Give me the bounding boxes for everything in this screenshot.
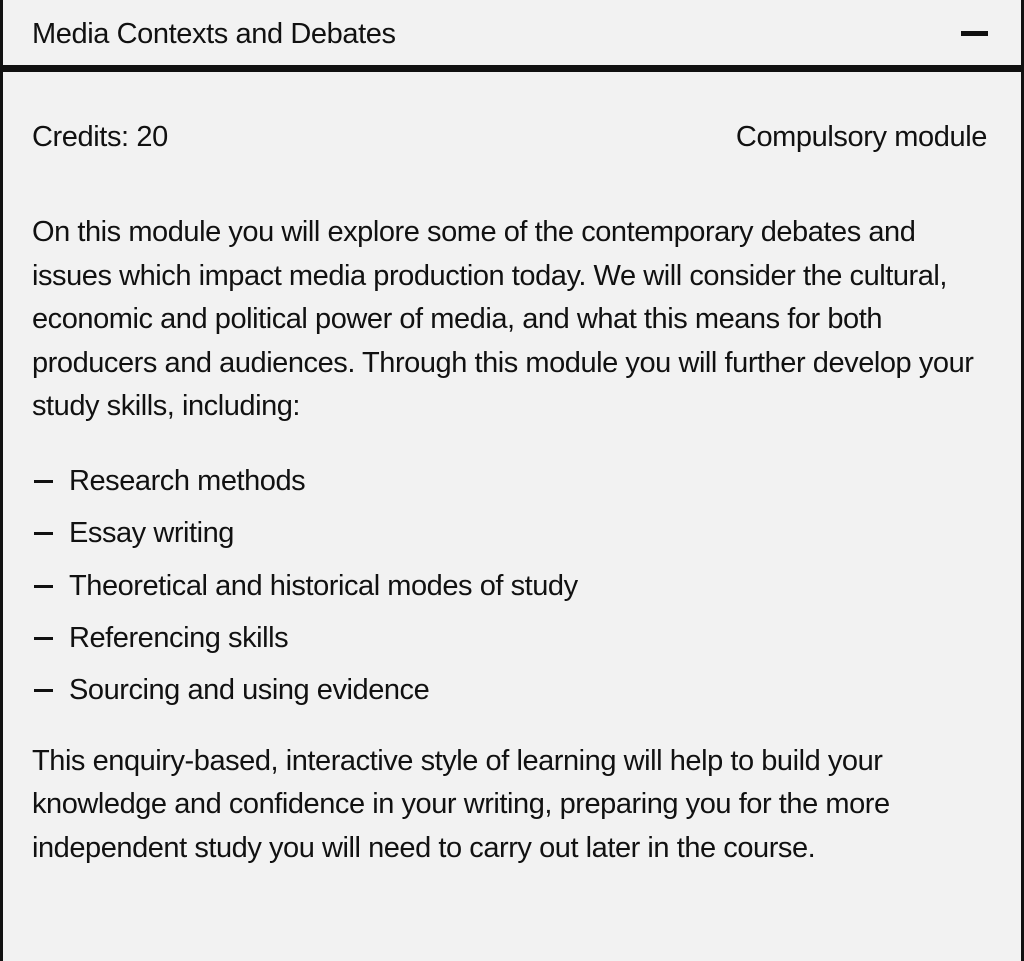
module-title: Media Contexts and Debates bbox=[32, 18, 396, 50]
skill-label: Essay writing bbox=[69, 517, 234, 550]
list-item bbox=[32, 665, 987, 717]
skills-list bbox=[32, 456, 987, 717]
list-item bbox=[32, 456, 987, 508]
skill-label: Referencing skills bbox=[69, 622, 289, 655]
credits-label: Credits: 20 bbox=[32, 121, 168, 153]
list-item bbox=[32, 612, 987, 664]
dash-bullet-icon bbox=[34, 689, 53, 692]
minus-icon[interactable] bbox=[961, 31, 988, 36]
module-meta bbox=[32, 118, 987, 156]
accordion-header[interactable] bbox=[3, 0, 1021, 72]
dash-bullet-icon bbox=[34, 532, 53, 535]
skill-label: Sourcing and using evidence bbox=[69, 674, 430, 707]
skill-label: Research methods bbox=[69, 465, 306, 498]
module-description: On this module you will explore some of the contemporary debates and issues which impact media production today. We will consider the cultural, economic and political power of media, and what this means for both producers and audiences. Through this module you will further develop your study skills, including: bbox=[32, 216, 974, 422]
module-type-label: Compulsory module bbox=[735, 121, 987, 153]
dash-bullet-icon bbox=[34, 637, 53, 640]
dash-bullet-icon bbox=[34, 480, 53, 483]
module-closing-text: This enquiry-based, interactive style of learning will help to build your knowledge and confidence in your writing, preparing you for the more independent study you will need to carry out later in the course. bbox=[32, 744, 890, 864]
list-item bbox=[32, 560, 987, 612]
skill-label: Theoretical and historical modes of study bbox=[69, 569, 578, 602]
list-item bbox=[32, 508, 987, 560]
accordion-body bbox=[3, 118, 1021, 870]
dash-bullet-icon bbox=[34, 585, 53, 588]
